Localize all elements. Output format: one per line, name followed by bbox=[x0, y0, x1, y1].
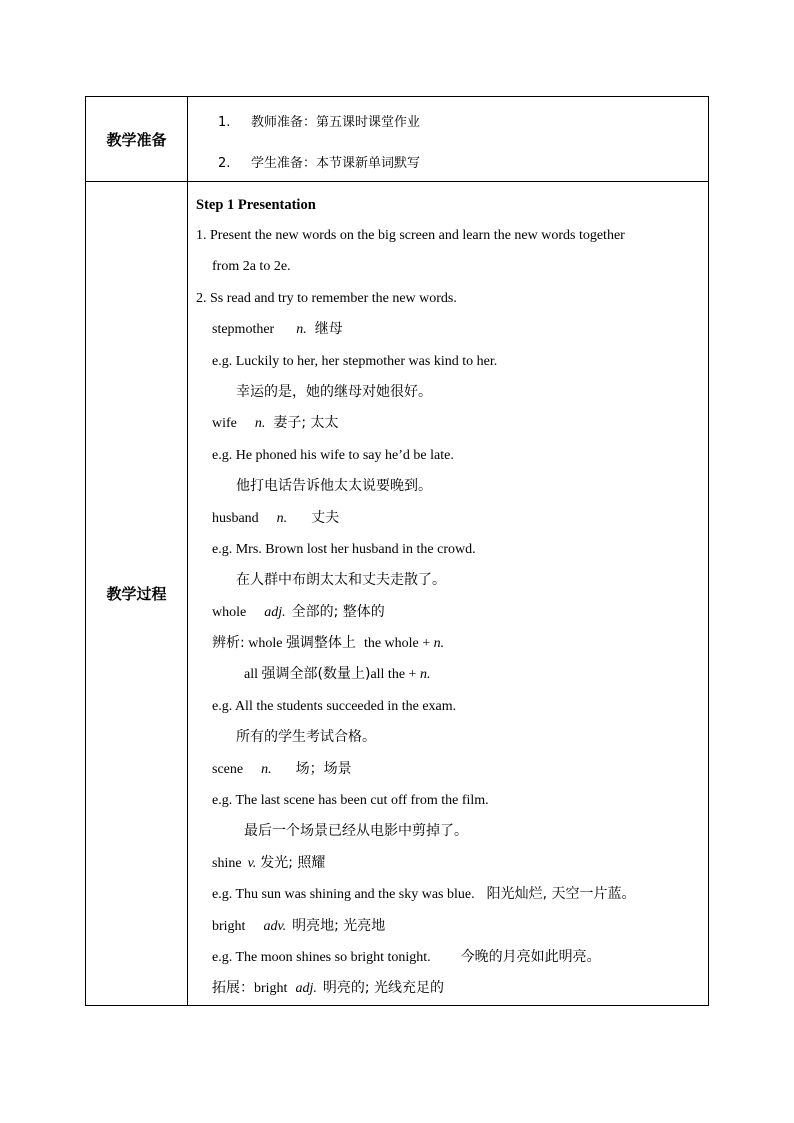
prep-item-text: 教师准备：第五课时课堂作业 bbox=[251, 115, 421, 130]
vocab-entry bbox=[196, 848, 708, 879]
paragraph-1-line-2: from 2a to 2e. bbox=[212, 259, 291, 275]
process-row bbox=[86, 182, 709, 1006]
vocab-example: e.g. He phoned his wife to say he’d be late. bbox=[212, 447, 454, 463]
vocab-example: e.g. Mrs. Brown lost her husband in the crowd. bbox=[212, 541, 476, 557]
vocab-meaning: 明亮地; 光亮地 bbox=[292, 917, 386, 934]
vocab-pos: n. bbox=[296, 322, 307, 338]
process-content bbox=[188, 182, 709, 1006]
analysis-line-1 bbox=[196, 628, 708, 659]
vocab-meaning: 全部的; 整体的 bbox=[291, 603, 385, 620]
paragraph-2: 2. Ss read and try to remember the new words. bbox=[196, 290, 457, 306]
extension-label: 拓展： bbox=[212, 980, 254, 997]
vocab-pos: adv. bbox=[263, 918, 287, 934]
vocab-meaning: 场；场景 bbox=[295, 760, 352, 777]
vocab-word: stepmother bbox=[212, 322, 275, 338]
step-title: Step 1 Presentation bbox=[196, 197, 316, 213]
process-label: 教学过程 bbox=[86, 182, 188, 1006]
prep-item-num: 1. bbox=[218, 115, 231, 130]
analysis-en: the whole + bbox=[363, 636, 434, 652]
vocab-example-with-translation bbox=[196, 942, 708, 973]
vocab-word: wife bbox=[212, 416, 237, 432]
prep-item-num: 2. bbox=[218, 156, 231, 171]
vocab-translation: 最后一个场景已经从电影中剪掉了。 bbox=[244, 823, 468, 840]
analysis-word: all bbox=[244, 667, 258, 683]
vocab-translation: 所有的学生考试合格。 bbox=[236, 729, 376, 746]
vocab-word: bright bbox=[212, 918, 246, 934]
vocab-translation: 今晚的月亮如此明亮。 bbox=[460, 948, 601, 965]
vocab-entry bbox=[196, 754, 708, 785]
analysis-cn: 强调整体上 bbox=[285, 635, 356, 652]
vocab-entry bbox=[196, 597, 708, 628]
analysis-line-2 bbox=[196, 659, 708, 690]
vocab-translation: 在人群中布朗太太和丈夫走散了。 bbox=[236, 572, 446, 589]
vocab-word: scene bbox=[212, 761, 244, 777]
prep-label: 教学准备 bbox=[86, 97, 188, 182]
extension-meaning: 明亮的; 光线充足的 bbox=[322, 980, 445, 997]
vocab-meaning: 继母 bbox=[314, 321, 343, 338]
vocab-example: e.g. Luckily to her, her stepmother was kind to her. bbox=[212, 353, 498, 369]
vocab-example: e.g. The moon shines so bright tonight. bbox=[212, 949, 431, 965]
vocab-word: whole bbox=[212, 604, 247, 620]
prep-item-2 bbox=[218, 152, 420, 171]
vocab-entry bbox=[196, 408, 708, 439]
prep-content bbox=[188, 97, 709, 182]
paragraph-1-line-1: 1. Present the new words on the big screen and learn the new words together bbox=[196, 228, 625, 243]
vocab-word: shine bbox=[212, 855, 242, 871]
prep-item-1 bbox=[218, 111, 420, 130]
vocab-entry bbox=[196, 911, 708, 942]
analysis-word: whole bbox=[248, 636, 283, 652]
vocab-meaning: 发光; 照耀 bbox=[260, 854, 326, 871]
lesson-plan-table bbox=[85, 96, 709, 1006]
vocab-example-with-translation bbox=[196, 879, 708, 910]
vocab-entry bbox=[196, 314, 708, 345]
prep-item-text: 学生准备：本节课新单词默写 bbox=[251, 156, 421, 171]
vocab-translation: 阳光灿烂, 天空一片蓝。 bbox=[486, 886, 636, 903]
vocab-meaning: 丈夫 bbox=[311, 509, 340, 526]
extension-word: bright bbox=[254, 981, 288, 997]
vocab-pos: adj. bbox=[264, 604, 286, 620]
vocab-translation: 他打电话告诉他太太说要晚到。 bbox=[236, 478, 432, 495]
vocab-example: e.g. The last scene has been cut off from the film. bbox=[212, 793, 489, 809]
analysis-n: n. bbox=[433, 636, 445, 652]
extension-line bbox=[196, 973, 708, 1004]
vocab-pos: n. bbox=[254, 416, 266, 432]
vocab-translation: 幸运的是，她的继母对她很好。 bbox=[236, 383, 432, 400]
vocab-pos: v. bbox=[247, 855, 257, 871]
vocab-example: e.g. All the students succeeded in the exam. bbox=[212, 698, 457, 714]
vocab-pos: n. bbox=[276, 510, 288, 526]
analysis-n: n. bbox=[419, 667, 431, 683]
analysis-cn: 强调全部(数量上) bbox=[261, 666, 371, 683]
extension-pos: adj. bbox=[295, 981, 317, 997]
vocab-example: e.g. Thu sun was shining and the sky was blue. bbox=[212, 887, 475, 903]
vocab-word: husband bbox=[212, 510, 259, 526]
vocab-entry bbox=[196, 503, 708, 534]
prep-row bbox=[86, 97, 709, 182]
analysis-en: all the + bbox=[370, 667, 420, 683]
vocab-pos: n. bbox=[261, 761, 272, 777]
vocab-meaning: 妻子; 太太 bbox=[273, 415, 339, 432]
analysis-label: 辨析: bbox=[212, 635, 245, 652]
